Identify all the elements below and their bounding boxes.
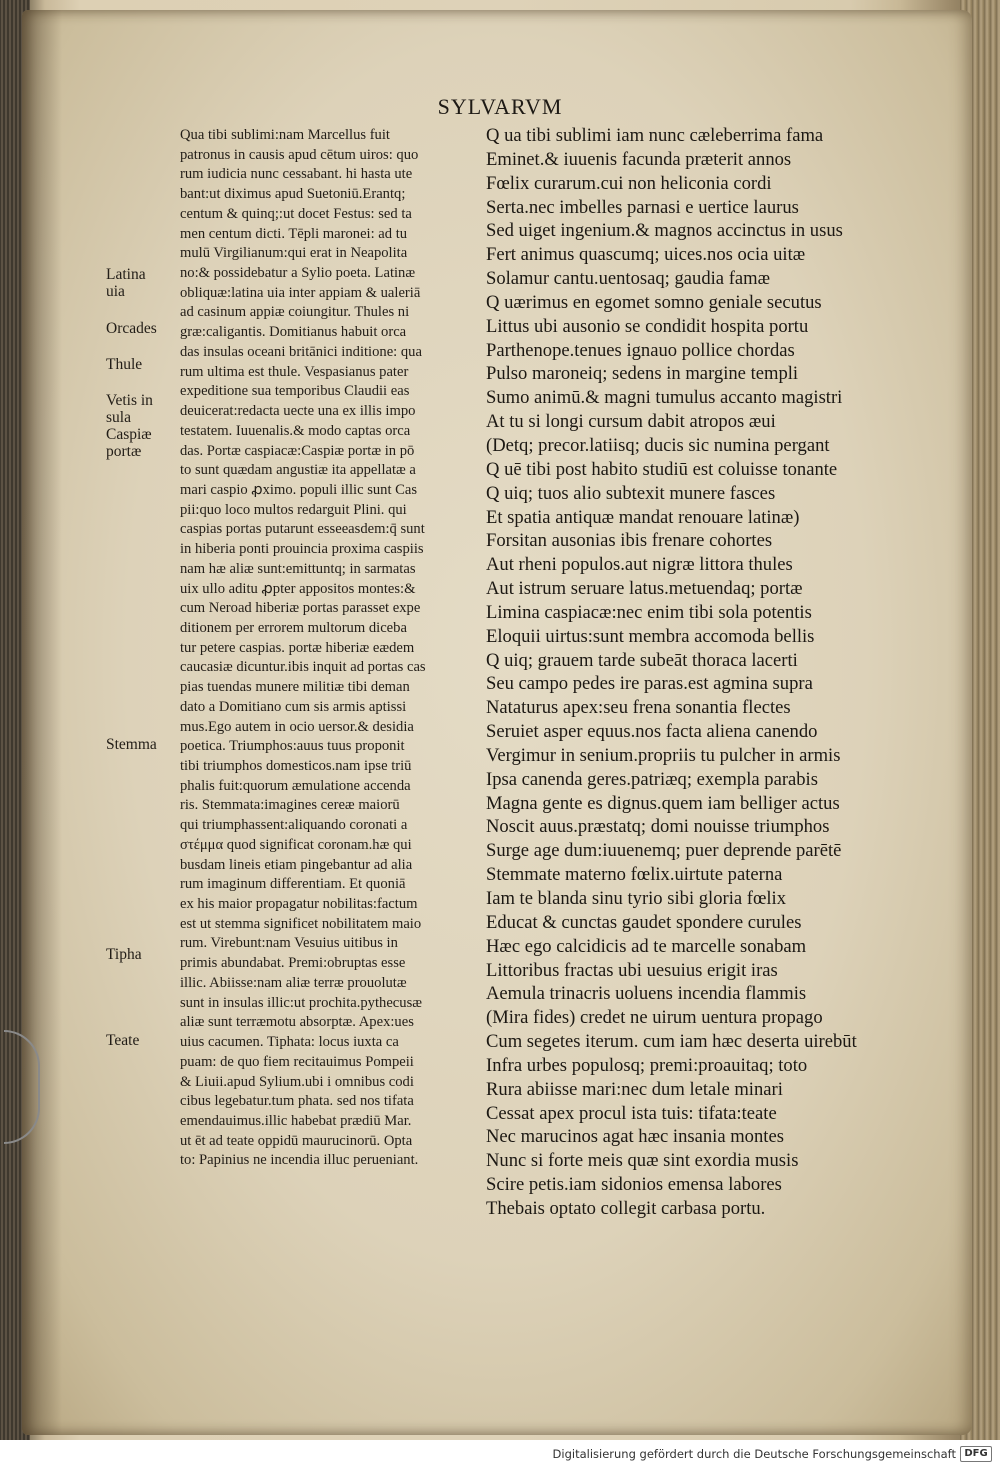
commentary-column: [180, 126, 476, 1171]
commentary-line: rum imaginum differentiam. Et quoniā: [180, 876, 406, 893]
commentary-line: ut ēt ad teate oppidū maurucinorū. Opta: [180, 1132, 413, 1149]
commentary-line: cum Neroad hiberiæ portas parasset expe: [180, 600, 421, 617]
commentary-line: primis abundabat. Premi:obruptas esse: [180, 955, 406, 972]
commentary-line: mari caspio ꝓximo. populi illic sunt Cas: [180, 481, 418, 498]
marginal-note: Teate: [106, 1032, 140, 1049]
verse-line: Solamur cantu.uentosaq; gaudia famæ: [486, 268, 770, 290]
verse-line: Noscit auus.præstatq; domi nouisse triumphos: [486, 816, 830, 838]
commentary-line: qui triumphassent:aliquando coronati a: [180, 817, 408, 834]
commentary-line: ex his maior propagatur nobilitas:factum: [180, 896, 418, 913]
marginal-note: Thule: [106, 356, 143, 373]
commentary-line: to: Papinius ne incendia illuc perueniant.: [180, 1152, 419, 1169]
commentary-line: mus.Ego autem in ocio uersor.& desidia: [180, 718, 414, 735]
commentary-line: emendauimus.illic habebat prædiū Mar.: [180, 1112, 412, 1129]
commentary-line: deuicerat:redacta uecte una ex illis impo: [180, 403, 416, 420]
verse-line: Cum segetes iterum. cum iam hæc deserta uirebūt: [486, 1031, 857, 1053]
verse-line: Rura abiisse mari:nec dum letale minari: [486, 1078, 783, 1100]
commentary-line: testatem. Iuuenalis.& modo captas orca: [180, 422, 411, 439]
commentary-line: uix ullo aditu ꝓpter appositos montes:&: [180, 580, 416, 597]
commentary-line: rum iudicia nunc cessabant. hi hasta ute: [180, 166, 413, 183]
verse-line: Eminet.& iuuenis facunda præterit annos: [486, 148, 792, 170]
verse-line: Limina caspiacæ:nec enim tibi sola potentis: [486, 601, 812, 623]
running-head-text: SYLVARVM: [437, 94, 563, 119]
commentary-line: obliquæ:latina uia inter appiam & ualeriā: [180, 284, 421, 301]
commentary-line: bant:ut diximus apud Suetoniū.Erantq;: [180, 186, 406, 203]
commentary-line: ad casinum appiæ coiungitur. Thules ni: [180, 304, 410, 321]
commentary-line: nam hæ aliæ sunt:emittuntq; in sarmatas: [180, 560, 416, 577]
marginal-note: Tipha: [106, 946, 142, 963]
commentary-line: men centum dicti. Tēpli maronei: ad tu: [180, 225, 408, 242]
verse-line: Infra urbes populosq; premi:proauitaq; toto: [486, 1054, 808, 1076]
commentary-line: Qua tibi sublimi:nam Marcellus fuit: [180, 127, 390, 143]
commentary-line: ris. Stemmata:imagines cereæ maiorū: [180, 797, 400, 814]
page-clip: [4, 1030, 40, 1144]
marginal-note: Stemma: [106, 736, 157, 753]
verse-line: Littus ubi ausonio se condidit hospita portu: [486, 315, 809, 337]
commentary-line: das insulas oceani britānici inditione: qua: [180, 343, 422, 360]
commentary-line: στέμμα quod significat coronam.hæ qui: [180, 836, 412, 853]
verse-line: Fert animus quascumq; uices.nos ocia uitæ: [486, 244, 806, 266]
footer-credit: Digitalisierung gefördert durch die Deutsche Forschungsgemeinschaft: [552, 1447, 956, 1461]
marginal-note: Orcades: [106, 320, 157, 337]
verse-line: Ipsa canenda geres.patriæq; exempla parabis: [486, 768, 818, 790]
verse-line: Parthenope.tenues ignauo pollice chordas: [486, 339, 795, 361]
commentary-line: dato a Domitiano cum sis armis aptissi: [180, 698, 407, 715]
verse-line: Aemula trinacris uoluens incendia flammis: [486, 983, 807, 1005]
commentary-line: & Liuii.apud Sylium.ubi i omnibus codi: [180, 1073, 414, 1090]
verse-line: Fœlix curarum.cui non heliconia cordi: [486, 172, 772, 194]
commentary-line: expeditione sua temporibus Claudii eas: [180, 383, 410, 400]
running-head: [0, 94, 1000, 120]
verse-line: Stemmate materno fœlix.uirtute paterna: [486, 864, 783, 886]
commentary-line: centum & quinq;:ut docet Festus: sed ta: [180, 205, 412, 222]
commentary-line: rum. Virebunt:nam Vesuius uitibus in: [180, 935, 398, 952]
commentary-line: pias tuendas munere militiæ tibi deman: [180, 679, 410, 696]
verse-line: Aut istrum seruare latus.metuendaq; portæ: [486, 578, 803, 600]
commentary-line: pii:quo loco multos redarguit Plini. qui: [180, 501, 407, 518]
verse-line: Surge age dum:iuuenemq; puer deprende parētē: [486, 840, 842, 862]
commentary-line: puam: de quo fiem recitauimus Pompeii: [180, 1053, 414, 1070]
verse-line: Q uærimus en egomet somno geniale secutus: [486, 291, 822, 313]
commentary-line: illic. Abiisse:nam aliæ terræ prouolutæ: [180, 974, 407, 991]
verse-line: Nunc si forte meis quæ sint exordia musis: [486, 1150, 799, 1172]
commentary-line: caspias portas putarunt esseeasdem:q̄ sunt: [180, 521, 425, 538]
commentary-line: uius cacumen. Tiphata: locus iuxta ca: [180, 1034, 399, 1051]
verse-line: Iam te blanda sinu tyrio sibi gloria fœlix: [486, 888, 787, 909]
commentary-line: poetica. Triumphos:auus tuus proponit: [180, 738, 405, 755]
commentary-line: in hiberia ponti prouincia proxima caspiis: [180, 541, 424, 558]
verse-line: Q ua tibi sublimi iam nunc cæleberrima fama: [486, 125, 824, 146]
verse-column: [486, 124, 906, 1221]
verse-line: Vergimur in senium.propriis tu pulcher in armis: [486, 744, 841, 766]
verse-line: Et spatia antiquæ mandat renouare latinæ): [486, 506, 800, 528]
verse-line: Scire petis.iam sidonios emensa labores: [486, 1174, 782, 1196]
verse-line: Littoribus fractas ubi uesuius erigit iras: [486, 959, 778, 981]
verse-line: Pulso maroneiq; sedens in margine templi: [486, 363, 799, 385]
commentary-line: patronus in causis apud cētum uiros: quo: [180, 146, 419, 163]
verse-line: Hæc ego calcidicis ad te marcelle sonabam: [486, 935, 807, 957]
verse-line: Cessat apex procul ista tuis: tifata:teate: [486, 1102, 777, 1124]
marginal-note: Vetis in sula: [106, 392, 153, 426]
verse-line: Educat & cunctas gaudet spondere curules: [486, 911, 802, 933]
commentary-line: caucasiæ dicuntur.ibis inquit ad portas cas: [180, 659, 426, 676]
verse-line: (Detq; precor.latiisq; ducis sic numina pergant: [486, 434, 830, 456]
commentary-line: ditionem per errorem multorum diceba: [180, 619, 407, 636]
commentary-line: to sunt quædam angustiæ ita appellatæ a: [180, 462, 416, 479]
marginal-note: Latina uia: [106, 266, 146, 300]
verse-line: Magna gente es dignus.quem iam belliger actus: [486, 792, 840, 814]
commentary-line: cibus legebatur.tum phata. sed nos tifata: [180, 1093, 414, 1110]
commentary-line: tibi triumphos domesticos.nam ipse triū: [180, 758, 412, 774]
verse-line: Eloquii uirtus:sunt membra accomoda bellis: [486, 625, 815, 647]
verse-line: Q uiq; tuos alio subtexit munere fasces: [486, 482, 776, 504]
commentary-line: das. Portæ caspiacæ:Caspiæ portæ in pō: [180, 442, 415, 459]
commentary-line: busdam lineis etiam pingebantur ad alia: [180, 856, 413, 873]
marginal-note: Caspiæ portæ: [106, 426, 152, 460]
verse-line: Aut rheni populos.aut nigræ littora thules: [486, 554, 793, 576]
verse-line: Seu campo pedes ire paras.est agmina supra: [486, 673, 813, 695]
verse-line: At tu si longi cursum dabit atropos æui: [486, 411, 776, 433]
commentary-line: aliæ sunt terræmotu absorptæ. Apex:ues: [180, 1014, 414, 1031]
verse-line: Thebais optato collegit carbasa portu.: [486, 1197, 766, 1219]
commentary-line: græ:caligantis. Domitianus habuit orca: [180, 324, 407, 341]
commentary-line: rum ultima est thule. Vespasianus pater: [180, 363, 409, 380]
commentary-line: no:& possidebatur a Sylio poeta. Latinæ: [180, 265, 416, 282]
commentary-line: phalis fuit:quorum æmulatione accenda: [180, 777, 411, 794]
commentary-line: sunt in insulas illic:ut prochita.pythecusæ: [180, 994, 422, 1011]
verse-line: Seruiet asper equus.nos facta aliena canendo: [486, 721, 818, 743]
verse-line: Nataturus apex:seu frena sonantia flectes: [486, 697, 791, 719]
gutter-shadow: [22, 10, 62, 1435]
verse-line: Forsitan ausonias ibis frenare cohortes: [486, 530, 773, 552]
commentary-line: mulū Virgilianum:qui erat in Neapolita: [180, 245, 408, 262]
verse-line: Q uiq; grauem tarde subeāt thoraca lacerti: [486, 649, 798, 671]
verse-line: Nec marucinos agat hæc insania montes: [486, 1126, 784, 1148]
verse-line: Sumo animū.& magni tumulus accanto magistri: [486, 387, 843, 409]
verse-line: Serta.nec imbelles parnasi e uertice laurus: [486, 196, 799, 218]
dfg-logo: DFG: [960, 1446, 992, 1462]
verse-line: (Mira fides) credet ne uirum uentura propago: [486, 1007, 823, 1029]
commentary-line: est ut stemma significet nobilitatem maio: [180, 915, 422, 932]
verse-line: Q uē tibi post habito studiū est coluisse tonante: [486, 458, 838, 480]
verse-line: Sed uiget ingenium.& magnos accinctus in usus: [486, 220, 843, 242]
commentary-line: tur petere caspias. portæ hiberiæ eædem: [180, 639, 415, 656]
